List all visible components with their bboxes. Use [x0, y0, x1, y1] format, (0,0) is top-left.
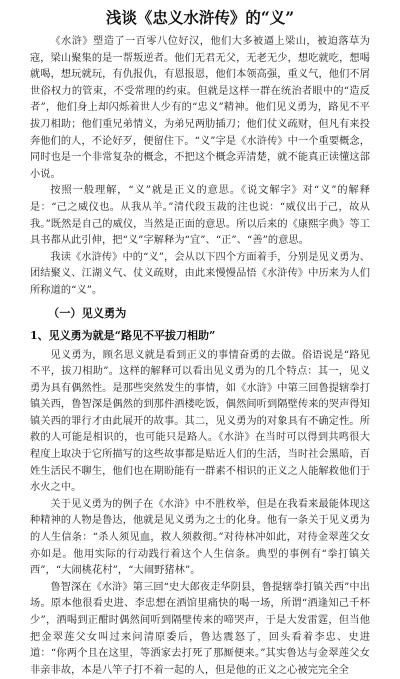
paragraph: 我读《水浒传》中的“义”，会从以下四个方面着手，分别是见义勇为、团结聚义、江湖义气、仗义疏财，由此来慢慢品悟《水浒传》中历来为人们所称道的“义”。	[30, 251, 370, 296]
sub-heading: 1、见义勇为就是“路见不平拔刀相助”	[30, 328, 216, 342]
paragraph: 《水浒》塑造了一百零八位好汉，他们大多被逼上梁山，被迫落草为寇，梁山聚集的是一帮叛逆者。他们无君无父，无老无少，想吃就吃，想喝就喝，想玩就玩，有仇报仇，有恩报恩，他们本领高强，重义气，他们不屑世俗权力的管束，不受常理的约束。但就是这样一群在统治者眼中的“造反者”，他们身上却闪烁着世人少有的“忠义”精神。他们见义勇为，路见不平拔刀相助；他们重兄弟情义，为弟兄两肋插刀；他们仗义疏财，但凡有来投奔他们的人，不论好歹，便留住下。“义”字是《水浒传》中一个重要概念，同时也是一个非常复杂的概念，不把这个概念弄清楚，就不能真正读懂这部小说。	[30, 36, 370, 180]
paragraph: 鲁智深在《水浒》第三回“史大郎夜走华阴县，鲁提辖拳打镇关西”中出场。原本他很看史进、李忠想在酒馆里痛快的喝一场，所谓“酒逢知己千杯少”，酒喝到正酣时偶然间听到隔壁传来的啼哭声，于是大发雷霆，但当他把金翠莲父女叫过来问清原委后，鲁达震怒了，回头看着李忠、史进道：“你两个且在这里，等洒家去打死了那厮便来。”其实鲁达与金翠莲父女非亲非故，本是八竿子打不着一起的人，但是他的正义之心被完完全全	[30, 581, 370, 676]
paragraph: 按照一般理解，“义”就是正义的意思。《说文解字》对“义”的解释是：“己之威仪也。从我从羊。”清代段玉裁的注也说：“威仪出于己，故从我。”既然是自己的威仪，当然是正面的意思。所以后来的《康熙字典》等工具书都从此引伸，把“义”字解释为“宜”、“正”、“善”的意思。	[30, 185, 370, 247]
paragraph: 见义勇为，顾名思义就是看到正义的事情奋勇的去做。俗语说是“路见不平，拔刀相助”。这样的解释可以看出见义勇为的几个特点：其一，见义勇为具有偶然性。是那些突然发生的事情，如《水浒》中第三回鲁提辖拳打镇关西，鲁智深是偶然的到那件酒楼吃饭，偶然间听到隔壁传来的哭声得知镇关西的罪行才由此展开的故事。其二，见义勇为的对象具有不确定性。所救的人可能是相识的，也可能只是路人。《水浒》在当时可以得到共鸣很大程度上取决于它所描写的这些故事都是贴近人们的生活，当时社会黑暗，百姓生活民不聊生，他们也在期盼能有一群素不相识的正义之人能解救他们于水火之中。	[30, 349, 370, 494]
document-title: 浅谈《忠义水浒传》的“义”	[105, 8, 295, 27]
section-heading: （一）见义勇为	[48, 305, 127, 320]
paragraph: 关于见义勇为的例子在《水浒》中不胜枚举，但是在我看来最能体现这种精神的人物是鲁达，他就是见义勇为之士的化身。他有一条关于见义勇为的人生信条：“杀人须见血，救人须救彻。”对待林冲如此，对待金翠莲父女亦如是。他用实际的行动践行着这个人生信条。典型的事例有“拳打镇关西”，“大闹桃花村”，“大闹野猪林”。	[30, 498, 370, 577]
